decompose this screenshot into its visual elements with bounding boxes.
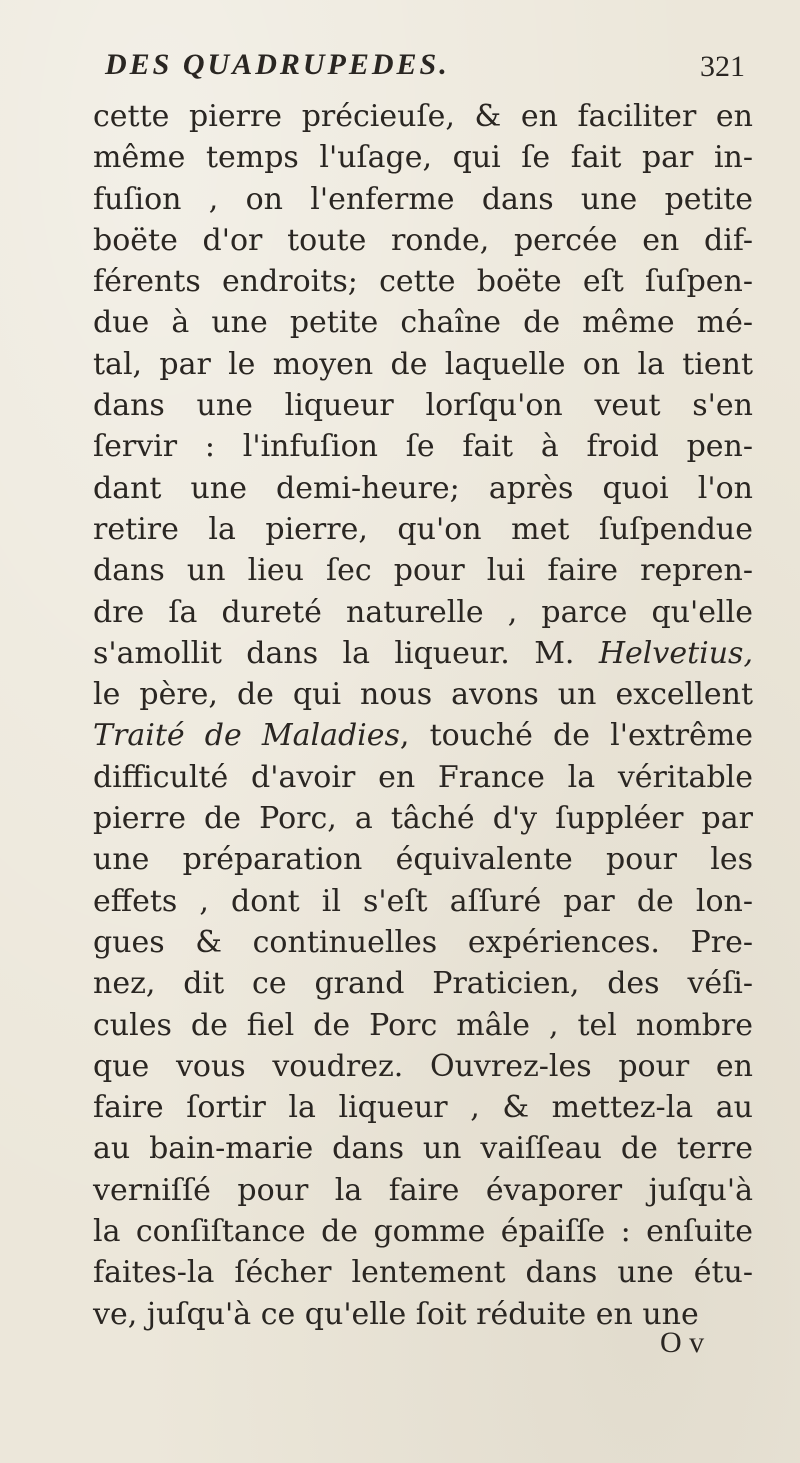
running-head: DES QUADRUPEDES. xyxy=(105,48,450,81)
author-name: Helvetius, xyxy=(598,635,753,671)
text-line: dre ſa dureté naturelle , parce qu'elle xyxy=(93,594,753,630)
text-segment: , touché de l'extrême xyxy=(399,718,753,754)
text-line: au bain-marie dans un vaiſſeau de terre xyxy=(93,1131,753,1167)
body-text xyxy=(93,96,753,1335)
text-line: faites-la ſécher lentement dans une étu- xyxy=(93,1255,753,1291)
text-line: nez, dit ce grand Praticien, des véſi- xyxy=(93,966,753,1002)
text-segment: s'amollit dans la liqueur. M. xyxy=(93,635,575,671)
text-line: cules de fiel de Porc mâle , tel nombre xyxy=(93,1007,753,1043)
catchword: O v xyxy=(660,1326,705,1359)
text-line: tal, par le moyen de laquelle on la tient xyxy=(93,346,753,382)
text-line: due à une petite chaîne de même mé- xyxy=(93,305,753,341)
text-line: même temps l'uſage, qui ſe fait par in- xyxy=(93,140,753,176)
book-title: Traité de Maladies xyxy=(93,718,400,754)
text-line-with-name xyxy=(93,633,753,674)
text-line: dans un lieu ſec pour lui faire repren- xyxy=(93,553,753,589)
text-line: effets , dont il s'eſt aſſuré par de lon- xyxy=(93,883,753,919)
page-number: 321 xyxy=(700,50,745,83)
text-line: la conſiſtance de gomme épaiſſe : enſuite xyxy=(93,1214,753,1250)
text-line-with-title xyxy=(93,715,753,756)
text-line: retire la pierre, qu'on met ſuſpendue xyxy=(93,511,753,547)
text-line: cette pierre précieuſe, & en faciliter en xyxy=(93,99,753,134)
page-header xyxy=(105,48,745,98)
text-line: faire ſortir la liqueur , & mettez-la au xyxy=(93,1090,753,1126)
text-line: verniſſé pour la faire évaporer juſqu'à xyxy=(93,1172,753,1208)
text-line: boëte d'or toute ronde, percée en dif- xyxy=(93,222,753,258)
text-line: difficulté d'avoir en France la véritable xyxy=(93,759,753,795)
text-line: dans une liqueur lorſqu'on veut s'en xyxy=(93,388,753,424)
text-line: fuſion , on l'enferme dans une petite xyxy=(93,181,753,217)
text-line: pierre de Porc, a tâché d'y ſuppléer par xyxy=(93,801,753,837)
text-line: gues & continuelles expériences. Pre- xyxy=(93,924,753,960)
text-line: une préparation équivalente pour les xyxy=(93,842,753,878)
text-line: ve, juſqu'à ce qu'elle ſoit réduite en une xyxy=(93,1296,699,1332)
text-line: férents endroits; cette boëte eſt ſuſpen- xyxy=(93,264,753,300)
text-line: dant une demi-heure; après quoi l'on xyxy=(93,470,753,506)
text-line: que vous voudrez. Ouvrez-les pour en xyxy=(93,1048,753,1084)
text-line: ſervir : l'infuſion ſe fait à froid pen- xyxy=(93,429,753,465)
text-line: le père, de qui nous avons un excellent xyxy=(93,677,753,713)
